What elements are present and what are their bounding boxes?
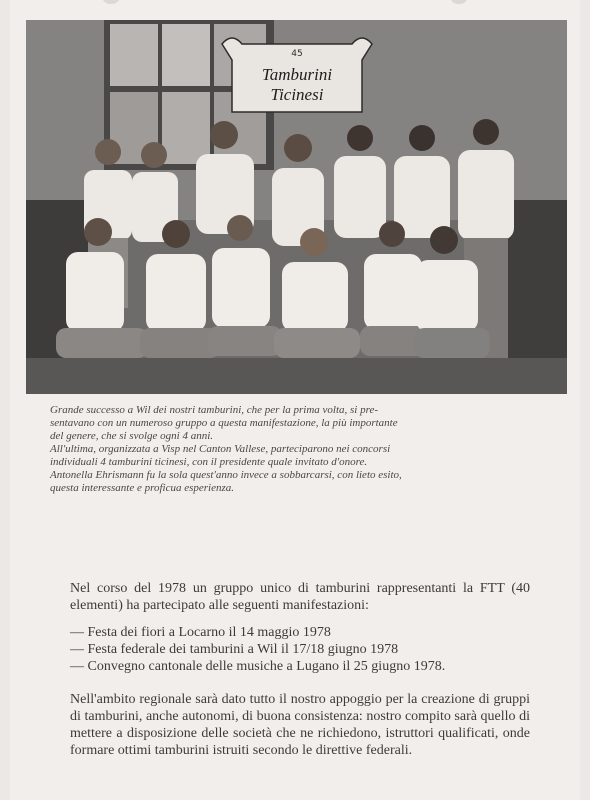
document-page [10, 0, 580, 800]
caption-line: questa interessante e proficua esperienza. [50, 482, 235, 494]
caption-line: Grande successo a Wil dei nostri tamburini, che per la prima volta, si pre- [50, 404, 379, 416]
event-item: — Convegno cantonale delle musiche a Lugano il 25 giugno 1978. [70, 659, 446, 674]
intro-paragraph: Nel corso del 1978 un gruppo unico di tamburini rappresentanti la FTT (40 elementi) ha partecipato alle seguenti manifestazioni: [70, 581, 530, 613]
body-text [70, 580, 530, 759]
event-item: — Festa dei fiori a Locarno il 14 maggio 1978 [70, 625, 331, 640]
caption-line: del genere, che si svolge ogni 4 anni. [50, 430, 214, 442]
caption-line: sentavano con un numeroso gruppo a questa manifestazione, la più importante [50, 417, 398, 429]
closing-paragraph: Nell'ambito regionale sarà dato tutto il nostro appoggio per la creazione di gruppi di tamburini, anche autonomi, di buona consistenza: nostro compito sarà quello di mettere a disposizione delle società che ne richiedono, istruttori qualificati, onde formare ottimi tamburini istruiti secondo le direttive federali. [70, 692, 530, 758]
binder-hole [102, 0, 120, 4]
sign-line-2: Ticinesi [270, 85, 324, 104]
binder-hole [450, 0, 468, 4]
tamburini-sign [222, 38, 372, 112]
caption-line: All'ultima, organizzata a Visp nel Canton Vallese, parteciparono nei concorsi [50, 443, 391, 455]
group-photo [26, 20, 567, 394]
caption-line: Antonella Ehrismann fu la sola quest'anno invece a sobbarcarsi, con lieto esito, [50, 469, 402, 481]
sign-line-1: Tamburini [261, 65, 333, 84]
event-item: — Festa federale dei tamburini a Wil il 17/18 giugno 1978 [70, 642, 399, 657]
photo-caption [50, 404, 538, 495]
caption-line: individuali 4 tamburini ticinesi, con il presidente quale invitato d'onore. [50, 456, 368, 468]
event-list [70, 624, 530, 675]
sign-number: 45 [291, 49, 303, 59]
